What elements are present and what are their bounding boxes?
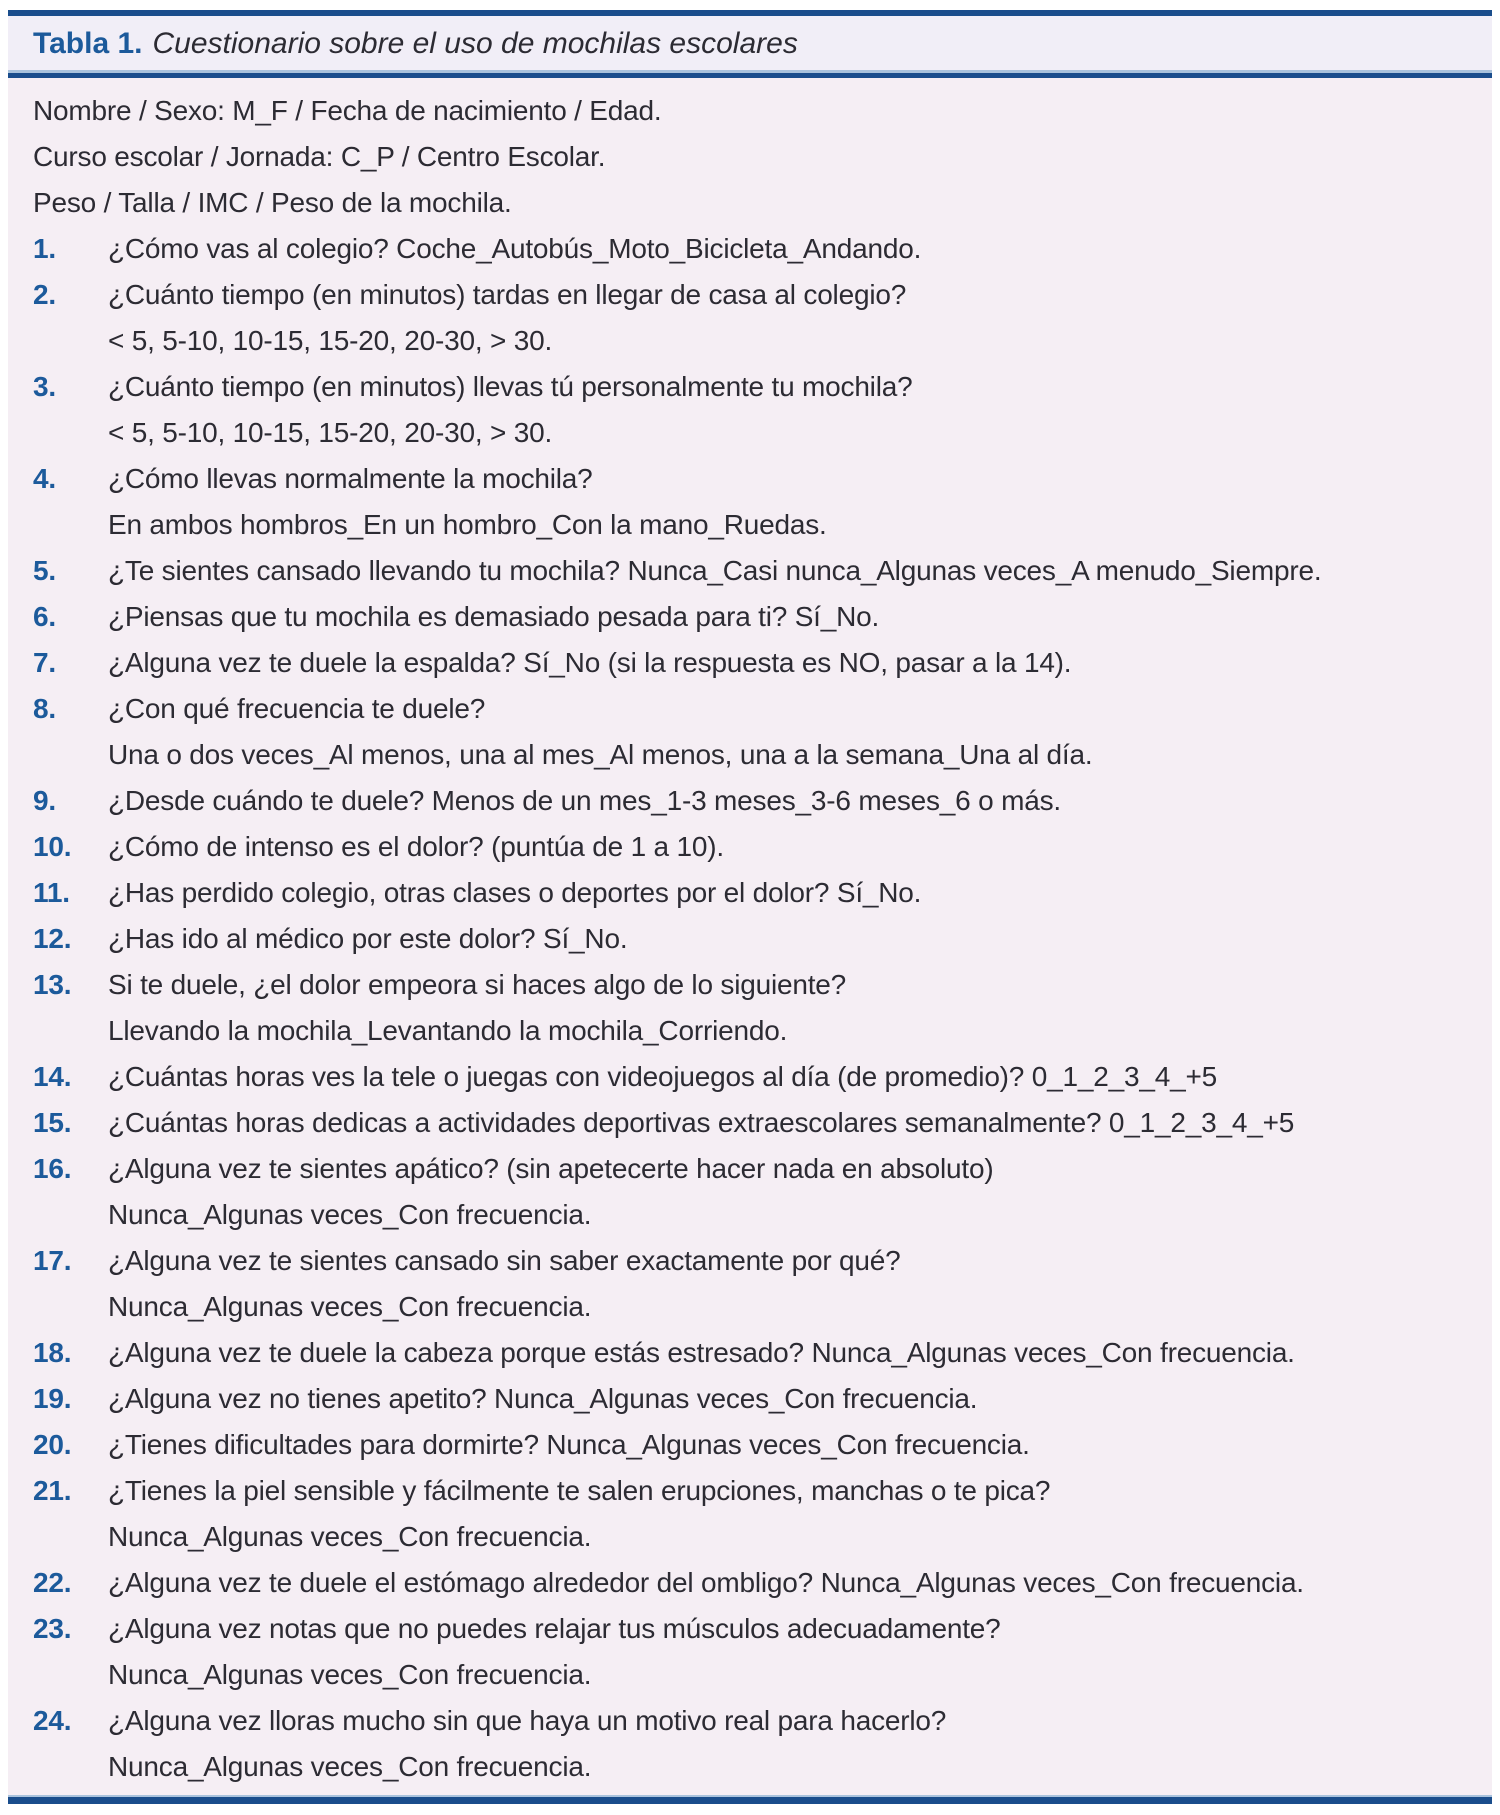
question-item <box>33 1146 1484 1238</box>
question-line: Llevando la mochila_Levantando la mochila_Corriendo. <box>108 1015 788 1046</box>
question-line: ¿Alguna vez lloras mucho sin que haya un motivo real para hacerlo? <box>108 1705 947 1736</box>
question-line: ¿Alguna vez te sientes apático? (sin apetecerte hacer nada en absoluto) <box>108 1153 994 1184</box>
question-number: 16. <box>33 1153 72 1184</box>
question-text <box>108 640 1484 686</box>
question-line: ¿Piensas que tu mochila es demasiado pesada para ti? Sí_No. <box>108 601 880 632</box>
question-number: 22. <box>33 1567 72 1598</box>
question-text <box>108 1698 1484 1790</box>
question-text <box>108 226 1484 272</box>
question-number: 14. <box>33 1061 72 1092</box>
question-number: 17. <box>33 1245 72 1276</box>
question-item <box>33 1330 1484 1376</box>
question-line: < 5, 5-10, 10-15, 15-20, 20-30, > 30. <box>108 325 553 356</box>
question-line: ¿Cómo de intenso es el dolor? (puntúa de 1 a 10). <box>108 831 724 862</box>
question-line: ¿Alguna vez no tienes apetito? Nunca_Algunas veces_Con frecuencia. <box>108 1383 978 1414</box>
question-item <box>33 962 1484 1054</box>
question-line: Una o dos veces_Al menos, una al mes_Al menos, una a la semana_Una al día. <box>108 739 1093 770</box>
question-text <box>108 1238 1484 1330</box>
question-item <box>33 456 1484 548</box>
question-text <box>108 962 1484 1054</box>
question-text <box>108 594 1484 640</box>
question-line: Nunca_Algunas veces_Con frecuencia. <box>108 1659 592 1690</box>
question-number: 24. <box>33 1705 72 1736</box>
question-item <box>33 1422 1484 1468</box>
question-item <box>33 824 1484 870</box>
question-line: ¿Tienes la piel sensible y fácilmente te salen erupciones, manchas o te pica? <box>108 1475 1051 1506</box>
question-text <box>108 1330 1484 1376</box>
question-text <box>108 1422 1484 1468</box>
question-number: 21. <box>33 1475 72 1506</box>
question-line: Nunca_Algunas veces_Con frecuencia. <box>108 1199 592 1230</box>
question-text <box>108 916 1484 962</box>
question-line: ¿Cuántas horas ves la tele o juegas con videojuegos al día (de promedio)? 0_1_2_3_4_+5 <box>108 1061 1218 1092</box>
question-number: 8. <box>33 693 56 724</box>
question-number: 13. <box>33 969 72 1000</box>
question-number: 6. <box>33 601 56 632</box>
question-number: 11. <box>33 877 70 908</box>
question-item <box>33 640 1484 686</box>
question-line: ¿Alguna vez te duele la espalda? Sí_No (si la respuesta es NO, pasar a la 14). <box>108 647 1072 678</box>
question-item <box>33 594 1484 640</box>
intro-line: Nombre / Sexo: M_F / Fecha de nacimiento / Edad. <box>33 95 662 126</box>
question-line: ¿Has perdido colegio, otras clases o deportes por el dolor? Sí_No. <box>108 877 922 908</box>
question-line: < 5, 5-10, 10-15, 15-20, 20-30, > 30. <box>108 417 553 448</box>
question-line: ¿Tienes dificultades para dormirte? Nunca_Algunas veces_Con frecuencia. <box>108 1429 1030 1460</box>
question-number: 19. <box>33 1383 72 1414</box>
question-number: 12. <box>33 923 72 954</box>
question-text <box>108 456 1484 548</box>
question-line: ¿Te sientes cansado llevando tu mochila? Nunca_Casi nunca_Algunas veces_A menudo_Siempre. <box>108 555 1322 586</box>
question-line: ¿Alguna vez te duele la cabeza porque estás estresado? Nunca_Algunas veces_Con frecuencia. <box>108 1337 1295 1368</box>
question-item <box>33 870 1484 916</box>
question-text <box>108 1606 1484 1698</box>
question-line: ¿Alguna vez te sientes cansado sin saber exactamente por qué? <box>108 1245 901 1276</box>
question-line: ¿Cuántas horas dedicas a actividades deportivas extraescolares semanalmente? 0_1_2_3_4_+5 <box>108 1107 1295 1138</box>
table-title: Cuestionario sobre el uso de mochilas escolares <box>152 27 798 60</box>
question-line: Si te duele, ¿el dolor empeora si haces algo de lo siguiente? <box>108 969 847 1000</box>
question-number: 1. <box>33 233 56 264</box>
question-line: ¿Cómo vas al colegio? Coche_Autobús_Moto_Bicicleta_Andando. <box>108 233 922 264</box>
question-number: 3. <box>33 371 56 402</box>
intro-block <box>33 88 1484 226</box>
question-number: 4. <box>33 463 56 494</box>
question-item <box>33 548 1484 594</box>
question-text <box>108 824 1484 870</box>
question-item <box>33 1560 1484 1606</box>
question-line: Nunca_Algunas veces_Con frecuencia. <box>108 1521 592 1552</box>
question-item <box>33 272 1484 364</box>
question-number: 9. <box>33 785 56 816</box>
question-item <box>33 1698 1484 1790</box>
table-header <box>8 16 1492 70</box>
question-line: ¿Alguna vez te duele el estómago alrededor del ombligo? Nunca_Algunas veces_Con frecuencia. <box>108 1567 1304 1598</box>
question-line: ¿Cuánto tiempo (en minutos) tardas en llegar de casa al colegio? <box>108 279 907 310</box>
question-line: ¿Cuánto tiempo (en minutos) llevas tú personalmente tu mochila? <box>108 371 913 402</box>
question-text <box>108 364 1484 456</box>
question-text <box>108 1560 1484 1606</box>
intro-line: Curso escolar / Jornada: C_P / Centro Escolar. <box>33 141 606 172</box>
question-number: 23. <box>33 1613 72 1644</box>
question-number: 10. <box>33 831 72 862</box>
question-item <box>33 1468 1484 1560</box>
question-line: ¿Alguna vez notas que no puedes relajar tus músculos adecuadamente? <box>108 1613 1001 1644</box>
question-line: ¿Desde cuándo te duele? Menos de un mes_1-3 meses_3-6 meses_6 o más. <box>108 785 1061 816</box>
question-item <box>33 226 1484 272</box>
question-text <box>108 778 1484 824</box>
question-number: 5. <box>33 555 56 586</box>
question-number: 18. <box>33 1337 72 1368</box>
question-number: 2. <box>33 279 56 310</box>
question-line: ¿Cómo llevas normalmente la mochila? <box>108 463 593 494</box>
table-1 <box>8 10 1492 1804</box>
question-item <box>33 1606 1484 1698</box>
intro-line: Peso / Talla / IMC / Peso de la mochila. <box>33 187 512 218</box>
table-bottom-rule <box>8 1797 1492 1804</box>
question-item <box>33 364 1484 456</box>
question-number: 7. <box>33 647 56 678</box>
question-list <box>33 226 1484 1790</box>
question-item <box>33 1054 1484 1100</box>
question-text <box>108 1376 1484 1422</box>
question-number: 20. <box>33 1429 72 1460</box>
question-text <box>108 1054 1484 1100</box>
question-line: ¿Has ido al médico por este dolor? Sí_No. <box>108 923 628 954</box>
table-label: Tabla 1. <box>33 27 143 60</box>
question-line: En ambos hombros_En un hombro_Con la mano_Ruedas. <box>108 509 827 540</box>
question-line: ¿Con qué frecuencia te duele? <box>108 693 486 724</box>
question-number: 15. <box>33 1107 72 1138</box>
question-text <box>108 686 1484 778</box>
question-text <box>108 870 1484 916</box>
question-text <box>108 1146 1484 1238</box>
question-text <box>108 1468 1484 1560</box>
question-text <box>108 548 1484 594</box>
question-line: Nunca_Algunas veces_Con frecuencia. <box>108 1751 592 1782</box>
question-line: Nunca_Algunas veces_Con frecuencia. <box>108 1291 592 1322</box>
question-item <box>33 1238 1484 1330</box>
question-item <box>33 686 1484 778</box>
question-item <box>33 1100 1484 1146</box>
question-item <box>33 916 1484 962</box>
question-item <box>33 1376 1484 1422</box>
question-text <box>108 1100 1484 1146</box>
question-text <box>108 272 1484 364</box>
questionnaire-body <box>8 78 1492 1795</box>
question-item <box>33 778 1484 824</box>
